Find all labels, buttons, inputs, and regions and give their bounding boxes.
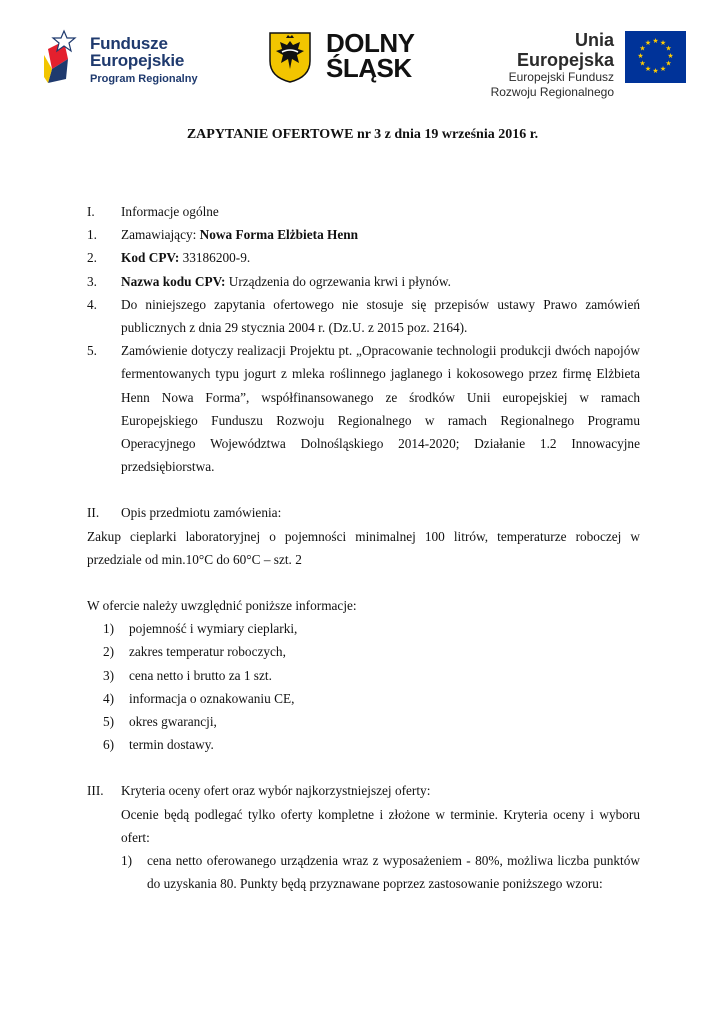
svg-text:★: ★ xyxy=(644,39,652,47)
section-2-title: Opis przedmiotu zamówienia: xyxy=(121,505,282,521)
section-2-number: II. xyxy=(87,505,100,521)
list-item-number: 2) xyxy=(103,644,115,660)
list-item xyxy=(87,339,640,478)
order-description: Zakup cieplarki laboratoryjnej o pojemności minimalnej 100 litrów, temperaturze roboczej w przedziale od min.10°C do 60°C – szt. 2 xyxy=(87,528,640,567)
spacer xyxy=(87,478,640,501)
list-item xyxy=(103,640,640,663)
list-item-number: 2. xyxy=(87,250,97,266)
contracting-authority: Nowa Forma Elżbieta Henn xyxy=(199,227,359,243)
svg-text:★: ★ xyxy=(652,67,659,75)
document-title: ZAPYTANIE OFERTOWE nr 3 z dnia 19 września 2016 r. xyxy=(186,127,539,142)
document-body xyxy=(87,200,640,895)
list-item-number: 4) xyxy=(103,690,115,706)
offer-requirements-list xyxy=(87,617,640,756)
list-item-number: 1. xyxy=(87,227,97,243)
list-item-number: 5. xyxy=(87,343,97,359)
region-logo-line2: ŚLĄSK xyxy=(326,53,412,83)
list-item xyxy=(87,270,640,293)
section-3-number: III. xyxy=(87,783,104,799)
list-item xyxy=(103,687,640,710)
section-2-heading xyxy=(87,501,640,524)
spacer xyxy=(87,756,640,779)
section-3-title: Kryteria oceny ofert oraz wybór najkorzystniejszej oferty: xyxy=(121,783,431,799)
funds-logo xyxy=(44,29,214,89)
list-item-label: Zamawiający: xyxy=(121,227,200,243)
eu-flag-icon xyxy=(625,31,686,83)
svg-text:★: ★ xyxy=(637,52,644,60)
region-logo-line1: DOLNY xyxy=(326,28,415,58)
svg-text:★: ★ xyxy=(639,59,646,68)
list-item-number: 5) xyxy=(103,714,115,730)
list-item-text: Zamówienie dotyczy realizacji Projektu pt. „Opracowanie technologii produkcji dwóch napojów fermentowanych typu jogurt z mleka roślinnego jaglanego i kokosowego przez firmę Elżbieta Henn Nowa Forma”, współfinansowanego ze środków Unii europejskiej w ramach Europejskiego Funduszu Rozwoju Regionalnego w ramach Regionalnego Programu Operacyjnego Województwa Dolnośląskiego 2014-2020; Działanie 1.2 Innowacyjne przedsiębiorstwa. xyxy=(121,343,640,475)
svg-text:★: ★ xyxy=(652,37,659,45)
funds-logo-line1: Fundusze xyxy=(90,34,168,53)
section-1-title: Informacje ogólne xyxy=(121,204,219,219)
list-item xyxy=(87,246,640,269)
list-item-number: 6) xyxy=(103,737,115,753)
list-item-number: 1) xyxy=(121,853,133,869)
cpv-code: 33186200-9. xyxy=(179,250,251,266)
page-header xyxy=(0,0,725,100)
svg-text:★: ★ xyxy=(644,65,652,73)
svg-text:★: ★ xyxy=(665,59,672,68)
region-logo xyxy=(268,28,428,87)
list-item xyxy=(103,617,640,640)
cpv-name: Urządzenia do ogrzewania krwi i płynów. xyxy=(225,273,451,289)
list-item-text: Do niniejszego zapytania ofertowego nie stosuje się przepisów ustawy Prawo zamówień publicznych z dnia 29 stycznia 2004 r. (Dz.U. z 2015 poz. 2164). xyxy=(121,296,640,336)
list-item-label: Nazwa kodu CPV: xyxy=(121,273,226,289)
section-3-heading xyxy=(87,779,640,802)
eu-logo-line3: Rozwoju Regionalnego xyxy=(490,85,614,99)
eu-logo-line1: Unia Europejska xyxy=(516,30,614,70)
list-item xyxy=(87,223,640,246)
list-item xyxy=(87,293,640,339)
list-item-text: termin dostawy. xyxy=(129,737,214,753)
spacer xyxy=(87,571,640,594)
region-logo-text xyxy=(326,28,415,83)
list-item-text: cena netto i brutto za 1 szt. xyxy=(129,667,272,683)
list-item xyxy=(103,710,640,733)
list-item xyxy=(103,733,640,756)
funds-logo-line3: Program Regionalny xyxy=(90,73,198,85)
svg-text:★: ★ xyxy=(667,52,674,60)
funds-star-icon xyxy=(44,29,80,85)
eu-logo-line2: Europejski Fundusz xyxy=(508,70,614,84)
list-item xyxy=(87,849,640,895)
list-item-text: informacja o oznakowaniu CE, xyxy=(129,690,295,706)
offer-list-intro: W ofercie należy uwzględnić poniższe informacje: xyxy=(87,598,357,614)
list-item-text: okres gwarancji, xyxy=(129,714,217,730)
funds-logo-text xyxy=(90,35,198,87)
svg-text:★: ★ xyxy=(659,39,667,47)
eagle-crest-icon xyxy=(268,31,312,83)
svg-text:★: ★ xyxy=(665,44,672,53)
section-1-heading xyxy=(87,200,640,223)
list-item-text: cena netto oferowanego urządzenia wraz z wyposażeniem - 80%, możliwa liczba punktów do uzyskania 80. Punkty będą przyznawane poprzez zastosowanie poniższego wzoru: xyxy=(147,853,640,892)
eu-logo-text xyxy=(474,30,614,100)
list-item-text: pojemność i wymiary cieplarki, xyxy=(129,621,298,637)
funds-logo-line2: Europejskie xyxy=(90,51,185,70)
criteria-intro: Ocenie będą podlegać tylko oferty kompletne i złożone w terminie. Kryteria oceny i wyboru ofert: xyxy=(121,806,640,845)
section-1-number: I. xyxy=(87,204,95,219)
list-item-number: 3) xyxy=(103,667,115,683)
list-item-label: Kod CPV: xyxy=(121,250,180,266)
list-item xyxy=(103,664,640,687)
list-item-text: zakres temperatur roboczych, xyxy=(129,644,286,660)
list-item-number: 1) xyxy=(103,621,115,637)
svg-text:★: ★ xyxy=(659,65,667,73)
list-item-number: 4. xyxy=(87,296,97,312)
list-item-number: 3. xyxy=(87,273,97,289)
svg-text:★: ★ xyxy=(639,44,646,53)
